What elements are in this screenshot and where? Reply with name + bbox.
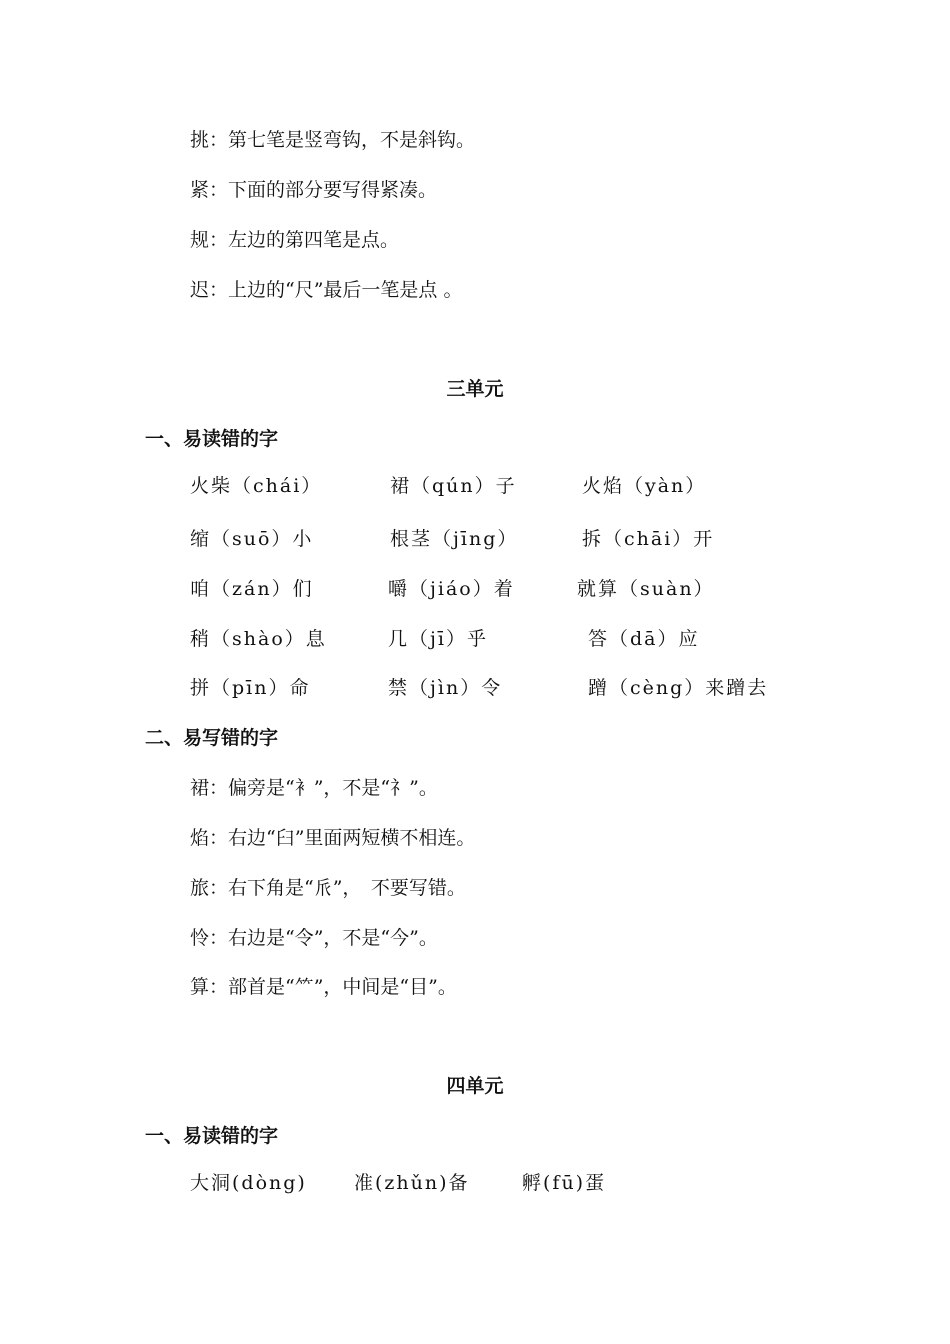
- word-item: 蹭（cèng）来蹭去: [588, 677, 769, 699]
- word-item: 咱（zán）们: [190, 578, 314, 600]
- note-line: 紧：下面的部分要写得紧凑。: [190, 179, 438, 201]
- word-item: 准(zhǔn)备: [354, 1172, 470, 1194]
- word-item: 就算（suàn）: [577, 578, 715, 600]
- word-item: 稍（shào）息: [190, 628, 327, 650]
- word-item: 火焰（yàn）: [582, 475, 707, 497]
- note-line: 怜：右边是“令”，不是“今”。: [190, 927, 438, 949]
- word-item: 禁（jìn）令: [388, 677, 503, 699]
- note-line: 裙：偏旁是“衤”，不是“礻”。: [190, 777, 438, 799]
- note-line: 挑：第七笔是竖弯钩，不是斜钩。: [190, 129, 476, 151]
- unit3-title: 三单元: [446, 378, 504, 400]
- unit4-title: 四单元: [446, 1075, 504, 1097]
- word-item: 缩（suō）小: [190, 528, 314, 550]
- word-item: 答（dā）应: [588, 628, 700, 650]
- unit3-section1-title: 一、易读错的字: [145, 428, 279, 450]
- note-line: 焰：右边“臼”里面两短横不相连。: [190, 827, 476, 849]
- word-item: 嚼（jiáo）着: [388, 578, 515, 600]
- word-item: 裙（qún）子: [390, 475, 517, 497]
- word-item: 几（jī）乎: [388, 628, 488, 650]
- note-line: 规：左边的第四笔是点。: [190, 229, 400, 251]
- word-item: 孵(fū)蛋: [522, 1172, 607, 1194]
- word-item: 根茎（jīng）: [390, 528, 519, 550]
- note-line: 旅：右下角是“𠂢”， 不要写错。: [190, 877, 466, 899]
- unit3-section2-title: 二、易写错的字: [145, 727, 279, 749]
- unit4-section1-title: 一、易读错的字: [145, 1125, 279, 1147]
- note-line: 算：部首是“⺮”，中间是“目”。: [190, 976, 457, 998]
- note-line: 迟：上边的“尺”最后一笔是点 。: [190, 279, 463, 301]
- word-item: 拼（pīn）命: [190, 677, 311, 699]
- word-item: 大洞(dòng): [190, 1172, 307, 1194]
- word-item: 拆（chāi）开: [582, 528, 715, 550]
- word-item: 火柴（chái）: [190, 475, 323, 497]
